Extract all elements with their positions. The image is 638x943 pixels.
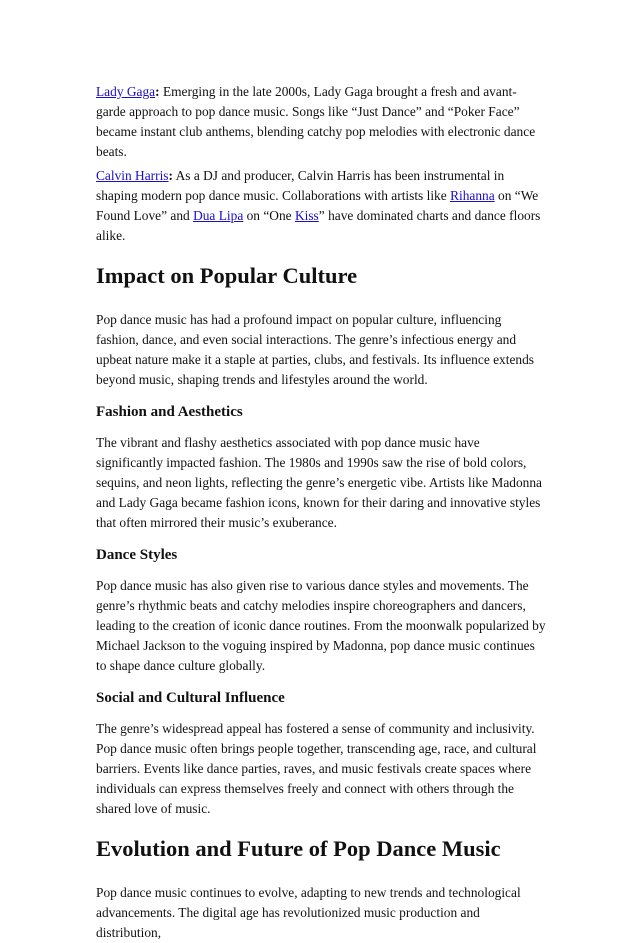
heading-social: Social and Cultural Influence	[96, 690, 285, 706]
colon: :	[168, 168, 173, 183]
paragraph-text: ” have dominated charts and dance floors alike.	[96, 208, 541, 243]
paragraph-lady-gaga	[96, 82, 546, 162]
paragraph-fashion: The vibrant and flashy aesthetics associated with pop dance music have significantly impacted fashion. The 1980s and 1990s saw the rise of bold colors, sequins, and neon lights, reflecting the genre’s energetic vibe. Artists like Madonna and Lady Gaga became fashion icons, known for their daring and innovative styles that often mirrored their music’s exuberance.	[96, 435, 542, 530]
paragraph-text: As a DJ and producer, Calvin Harris has been instrumental in shaping modern pop dance music. Collaborations with artists like	[96, 168, 505, 203]
heading-evolution: Evolution and Future of Pop Dance Music	[96, 836, 501, 861]
document-page	[96, 82, 546, 943]
link-kiss[interactable]: Kiss	[294, 208, 319, 223]
paragraph-evolution: Pop dance music continues to evolve, adapting to new trends and technological advancements. The digital age has revolutionized music production and distribution,	[96, 885, 521, 940]
heading-dance-styles: Dance Styles	[96, 547, 178, 563]
link-dua-lipa[interactable]: Dua Lipa	[193, 208, 244, 223]
paragraph-text: on “One	[243, 208, 295, 223]
heading-impact: Impact on Popular Culture	[96, 263, 358, 288]
paragraph-text: Emerging in the late 2000s, Lady Gaga brought a fresh and avant-garde approach to pop dance music. Songs like “Just Dance” and “Poker Face” became instant club anthems, blending catchy pop melodies with electronic dance beats.	[96, 84, 536, 159]
paragraph-social: The genre’s widespread appeal has fostered a sense of community and inclusivity. Pop dance music often brings people together, transcending age, race, and cultural barriers. Events like dance parties, raves, and music festivals create spaces where individuals can express themselves freely and connect with others through the shared love of music.	[96, 721, 537, 816]
heading-fashion: Fashion and Aesthetics	[96, 404, 243, 420]
link-rihanna[interactable]: Rihanna	[450, 188, 495, 203]
paragraph-dance-styles: Pop dance music has also given rise to various dance styles and movements. The genre’s rhythmic beats and catchy melodies inspire choreographers and dancers, leading to the creation of iconic dance routines. From the moonwalk popularized by Michael Jackson to the voguing inspired by Madonna, pop dance music continues to shape dance culture globally.	[96, 578, 546, 673]
paragraph-impact: Pop dance music has had a profound impact on popular culture, influencing fashion, dance, and even social interactions. The genre’s infectious energy and upbeat nature make it a staple at parties, clubs, and festivals. Its influence extends beyond music, shaping trends and lifestyles around the world.	[96, 312, 535, 387]
colon: :	[155, 84, 160, 99]
paragraph-calvin-harris	[96, 166, 546, 246]
paragraph-text: on “We Found Love” and	[96, 188, 539, 223]
link-lady-gaga[interactable]: Lady Gaga	[96, 84, 156, 99]
link-calvin-harris[interactable]: Calvin Harris	[96, 168, 169, 183]
